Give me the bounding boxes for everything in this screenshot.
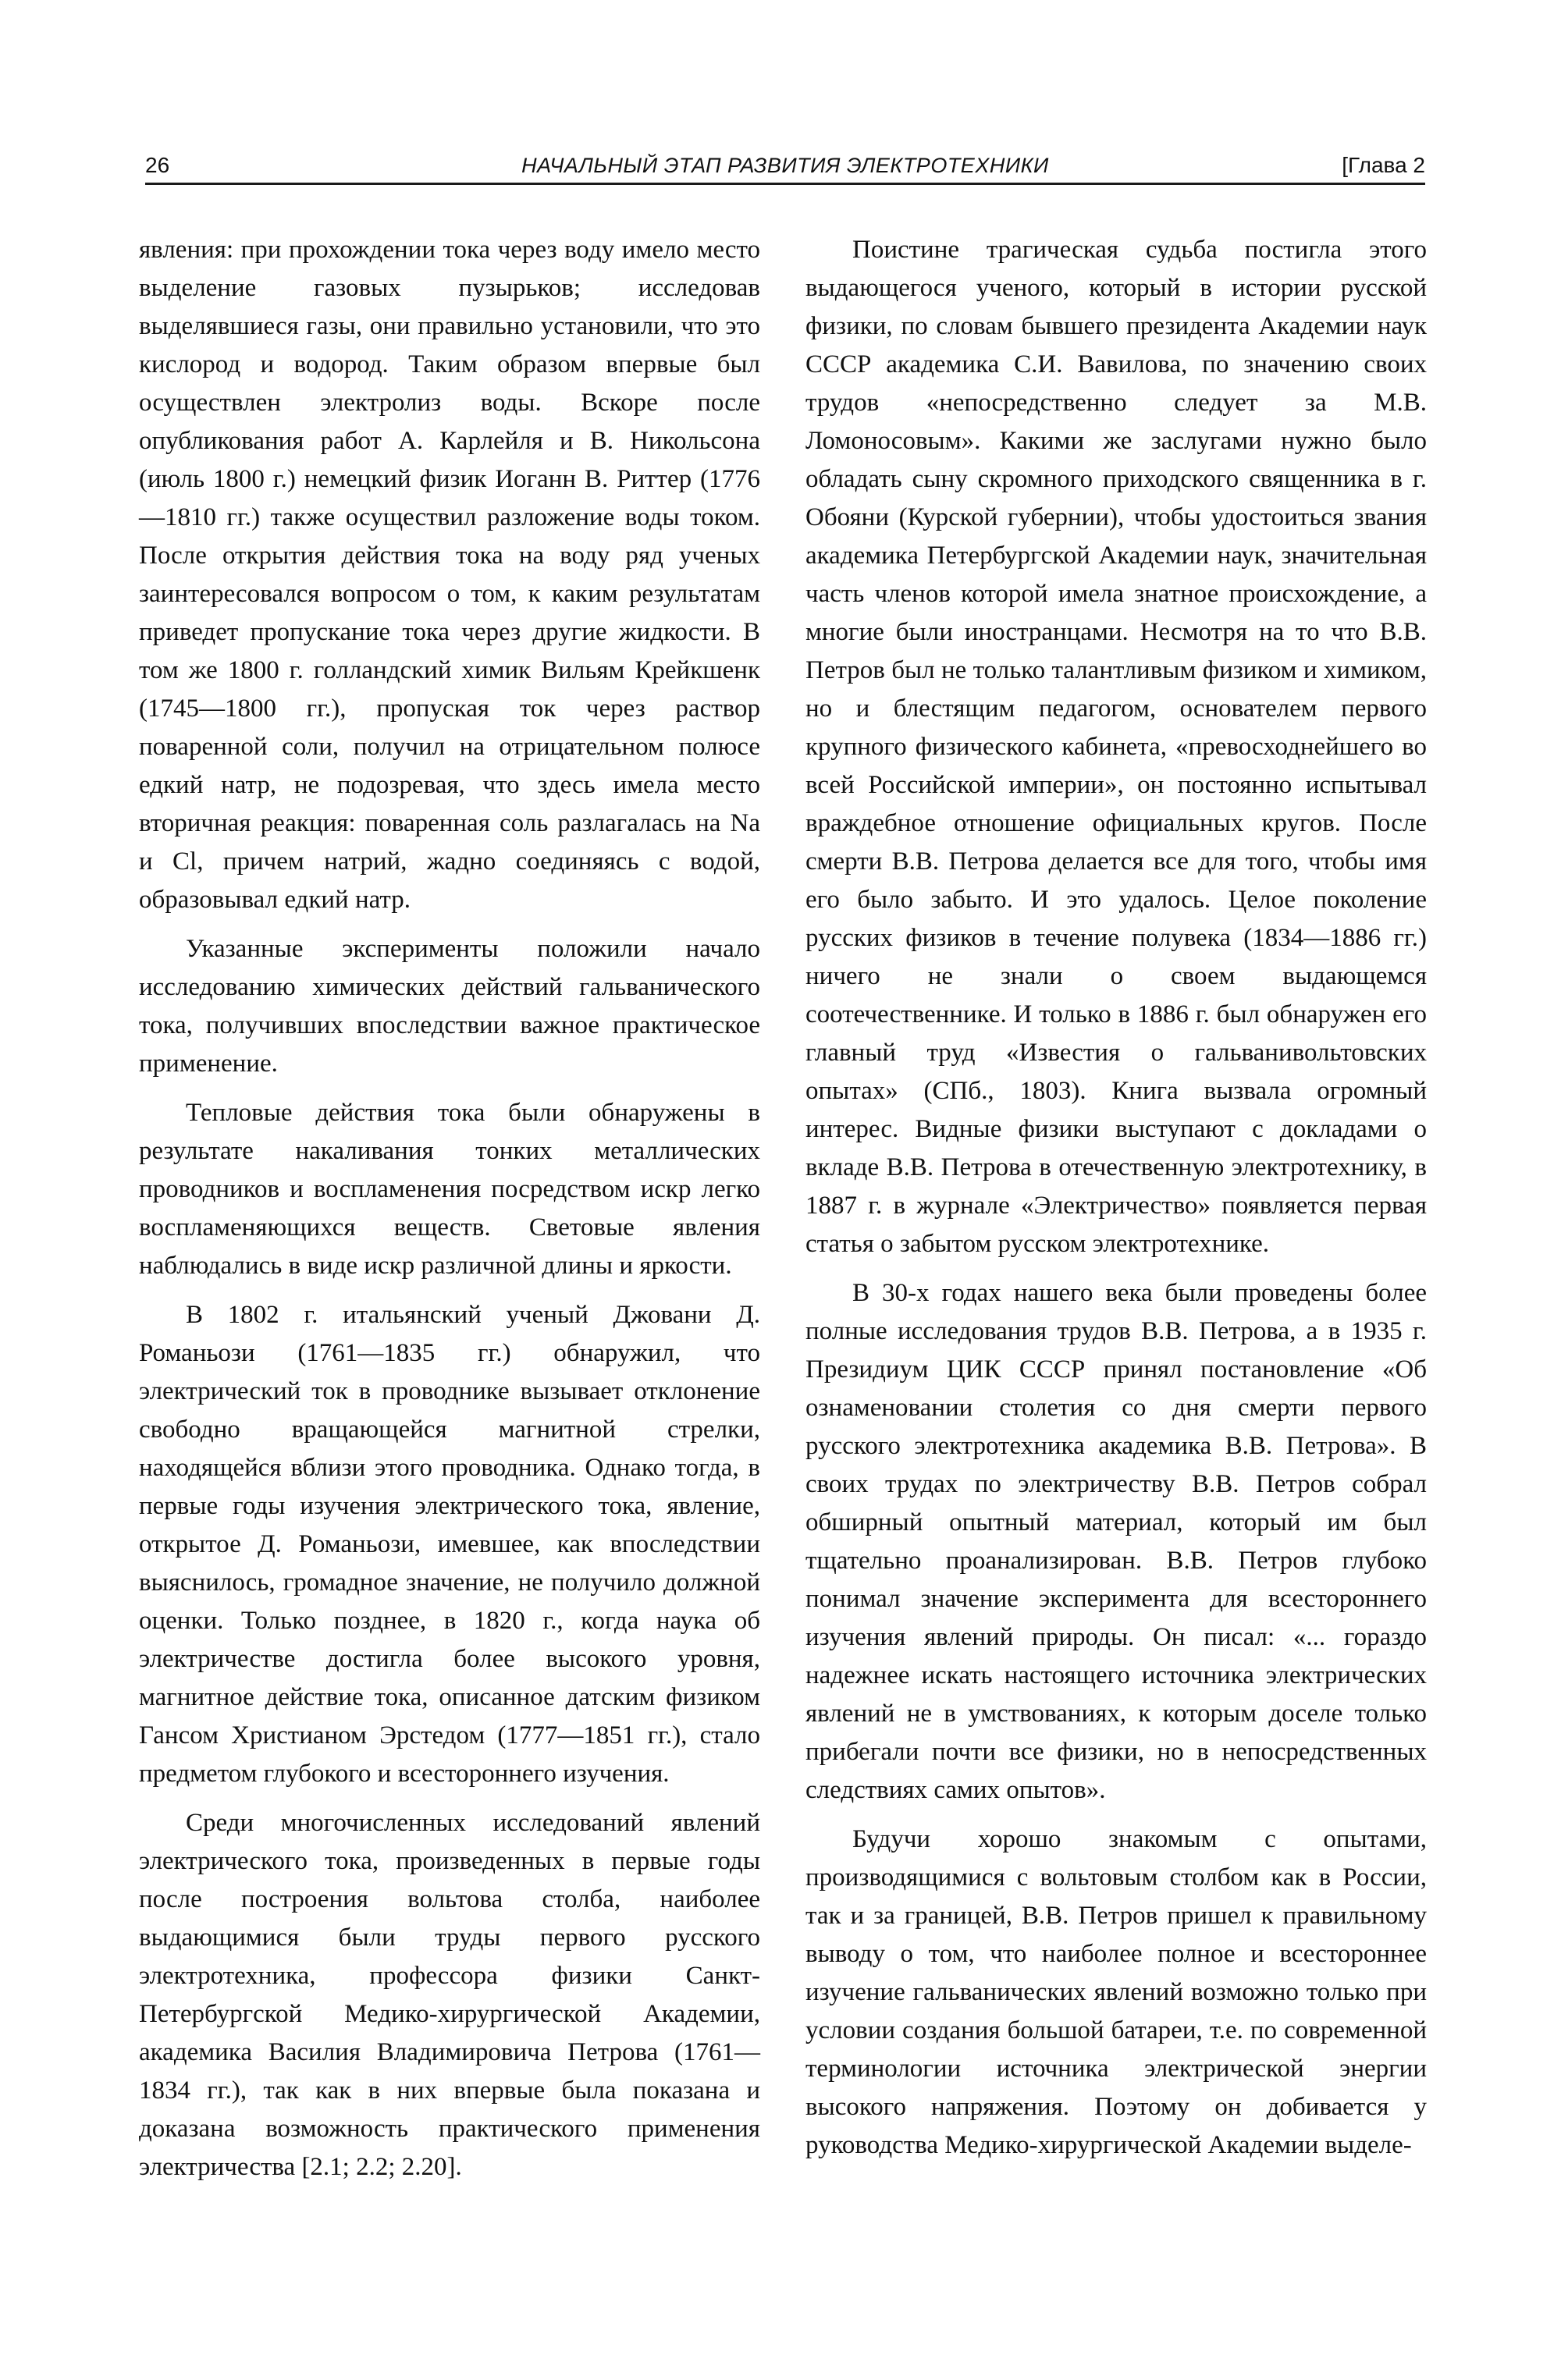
right-column (805, 231, 1427, 2176)
paragraph: Будучи хорошо знакомым с опытами, производящимися с вольтовым столбом как в России, так и за границей, В.В. Петров пришел к правильному выводу о том, что наиболее полное и всестороннее изучение гальванических явлений возможно только при условии создания большой батареи, т.е. по современной терминологии источника электрической энергии высокого напряжения. Поэтому он добивается у руководства Медико-хирургической Академии выделе- (805, 1825, 1427, 2159)
paragraph: Указанные эксперименты положили начало исследованию химических действий гальванического тока, получивших впоследствии важное практическое применение. (139, 935, 760, 1078)
paragraph: В 1802 г. итальянский ученый Джовани Д. Романьози (1761—1835 гг.) обнаружил, что электрический ток в проводнике вызывает отклонение свободно вращающейся магнитной стрелки, находящейся вблизи этого проводника. Однако тогда, в первые годы изучения электрического тока, явление, открытое Д. Романьози, имевшее, как впоследствии выяснилось, громадное значение, не получило должной оценки. Только позднее, в 1820 г., когда наука об электричестве достигла более высокого уровня, магнитное действие тока, описанное датским физиком Гансом Христианом Эрстедом (1777—1851 гг.), стало предметом глубокого и всестороннего изучения. (139, 1301, 760, 1788)
running-head (145, 145, 1425, 185)
page-number: 26 (145, 153, 170, 177)
paragraph: Тепловые действия тока были обнаружены в результате накаливания тонких металлических проводников и воспламенения посредством искр легко воспламеняющихся веществ. Световые явления наблюдались в виде искр различной длины и яркости. (139, 1099, 760, 1280)
left-column (139, 231, 760, 2197)
chapter-label: [Глава 2 (1342, 153, 1425, 177)
paragraph: В 30-х годах нашего века были проведены более полные исследования трудов В.В. Петрова, а в 1935 г. Президиум ЦИК СССР принял постановление «Об ознаменовании столетия со дня смерти первого русского электротехника академика В.В. Петрова». В своих трудах по электричеству В.В. Петров собрал обширный опытный материал, который им был тщательно проанализирован. В.В. Петров глубоко понимал значение эксперимента для всестороннего изучения явлений природы. Он писал: «... гораздо надежнее искать настоящего источника электрических явлений не в умствованиях, к которым доселе только прибегали почти все физики, но в непосредственных следствиях самих опытов». (805, 1279, 1427, 1804)
paragraph: Среди многочисленных исследований явлений электрического тока, произведенных в первые годы после построения вольтова столба, наиболее выдающимися были труды первого русского электротехника, профессора физики Санкт-Петербургской Медико-хирургической Академии, академика Василия Владимировича Петрова (1761—1834 гг.), так как в них впервые была показана и доказана возможность практического применения электричества [2.1; 2.2; 2.20]. (139, 1809, 760, 2181)
paragraph: Поистине трагическая судьба постигла этого выдающегося ученого, который в истории русской физики, по словам бывшего президента Академии наук СССР академика С.И. Вавилова, по значению своих трудов «непосредственно следует за М.В. Ломоносовым». Какими же заслугами нужно было обладать сыну скромного приходского священника в г. Обояни (Курской губернии), чтобы удостоиться звания академика Петербургской Академии наук, значительная часть членов которой имела знатное происхождение, а многие были иностранцами. Несмотря на то что В.В. Петров был не только талантливым физиком и химиком, но и блестящим педагогом, основателем первого крупного физического кабинета, «превосходнейшего во всей Российской империи», он постоянно испытывал враждебное отношение официальных кругов. После смерти В.В. Петрова делается все для того, чтобы имя его было забыто. И это удалось. Целое поколение русских физиков в течение полувека (1834—1886 гг.) ничего не знали о своем выдающемся соотечественнике. И только в 1886 г. был обнаружен его главный труд «Известия о гальванивольтовских опытах» (СПб., 1803). Книга вызвала огромный интерес. Видные физики выступают с докладами о вкладе В.В. Петрова в отечественную электротехнику, в 1887 г. в журнале «Электричество» появляется первая статья о забытом русском электротехнике. (805, 236, 1427, 1258)
paragraph: явления: при прохождении тока через воду имело место выделение газовых пузырьков; исследовав выделявшиеся газы, они правильно установили, что это кислород и водород. Таким образом впервые был осуществлен электролиз воды. Вскоре после опубликования работ А. Карлейля и В. Никольсона (июль 1800 г.) немецкий физик Иоганн В. Риттер (1776—1810 гг.) также осуществил разложение воды током. После открытия действия тока на воду ряд ученых заинтересовался вопросом о том, к каким результатам приведет пропускание тока через другие жидкости. В том же 1800 г. голландский химик Вильям Крейкшенк (1745—1800 гг.), пропуская ток через раствор поваренной соли, получил на отрицательном полюсе едкий натр, не подозревая, что здесь имела место вторичная реакция: поваренная соль разлагалась на Na и Cl, причем натрий, жадно соединяясь с водой, образовывал едкий натр. (139, 236, 760, 914)
running-title: НАЧАЛЬНЫЙ ЭТАП РАЗВИТИЯ ЭЛЕКТРОТЕХНИКИ (521, 154, 1049, 177)
